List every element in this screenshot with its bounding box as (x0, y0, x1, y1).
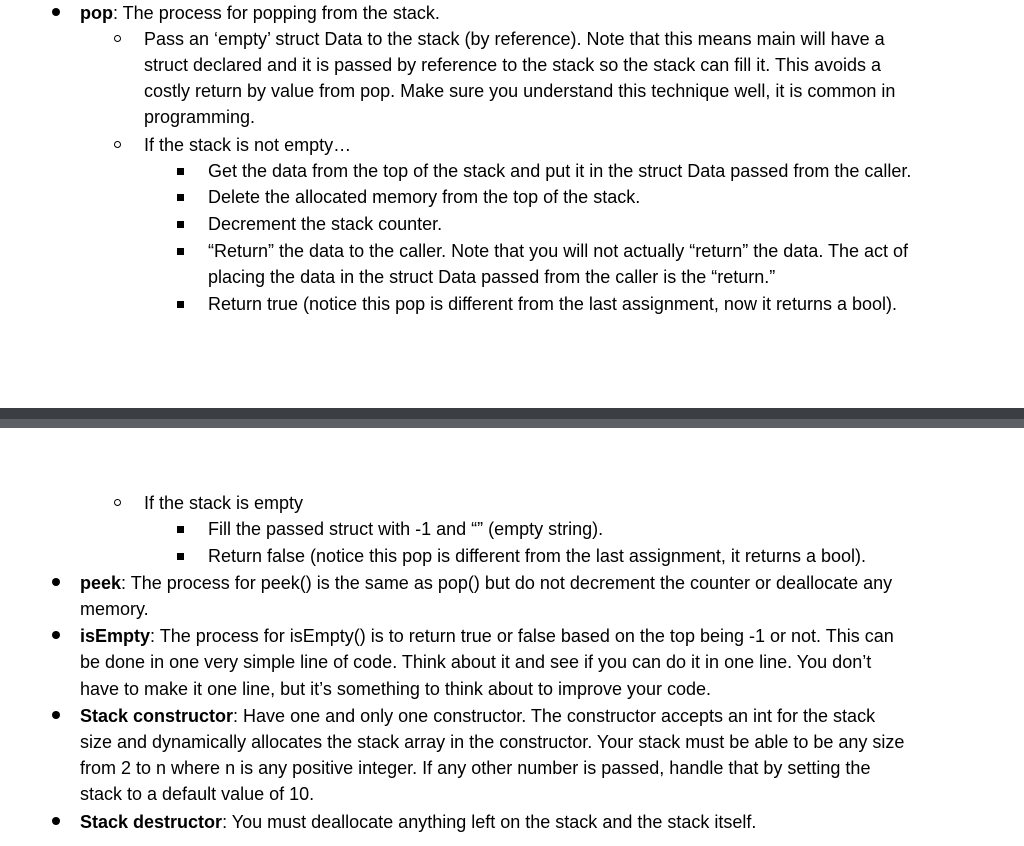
isempty-line-3: have to make it one line, but it’s something to think about to improve your code. (80, 679, 712, 699)
peek-term: peek (80, 573, 122, 593)
sub-return-data-2: placing the data in the struct Data passed from the caller is the “return.” (208, 267, 776, 287)
sub-decrement: Decrement the stack counter. (208, 214, 443, 234)
ctor-line-4: stack to a default value of 10. (80, 784, 315, 804)
not-empty-heading: If the stack is not empty… (144, 135, 352, 155)
dtor-desc-1: : You must deallocate anything left on the stack and the stack itself. (222, 812, 757, 832)
bullet-delete (177, 194, 184, 201)
pass-line-1: Pass an ‘empty’ struct Data to the stack (by reference). Note that this means main will have a (144, 29, 885, 49)
sub-return-data-1: “Return” the data to the caller. Note that you will not actually “return” the data. The act of (208, 241, 909, 261)
bullet-return-data (177, 248, 184, 255)
bullet-fill (177, 526, 184, 533)
sub-get: Get the data from the top of the stack and put it in the struct Data passed from the caller. (208, 161, 912, 181)
pass-line-3: costly return by value from pop. Make sure you understand this technique well, it is common in (144, 81, 896, 101)
pop-desc: : The process for popping from the stack. (113, 3, 440, 23)
isempty-line-2: be done in one very simple line of code. Think about it and see if you can do it in one line. You don’t (80, 652, 872, 672)
isempty-desc-1: : The process for isEmpty() is to return true or false based on the top being -1 or not. This can (150, 626, 894, 646)
dtor-line-1 (80, 809, 756, 835)
bullet-isempty (52, 631, 60, 639)
pass-line-2: struct declared and it is passed by reference to the stack so the stack can fill it. This avoids a (144, 55, 882, 75)
pop-item (80, 0, 440, 26)
peek-line-2: memory. (80, 599, 149, 619)
pop-term: pop (80, 3, 113, 23)
sub-return-true: Return true (notice this pop is different from the last assignment, now it returns a bool). (208, 294, 898, 314)
bullet-not-empty (114, 141, 121, 148)
bullet-ctor (52, 711, 60, 719)
bullet-return-false (177, 553, 184, 560)
bullet-dtor (52, 817, 60, 825)
ctor-term: Stack constructor (80, 706, 234, 726)
ctor-line-3: from 2 to n where n is any positive integer. If any other number is passed, handle that by setting the (80, 758, 871, 778)
bullet-pass (114, 35, 121, 42)
isempty-line-1 (80, 623, 894, 649)
empty-case-heading: If the stack is empty (144, 493, 304, 513)
dtor-term: Stack destructor (80, 812, 223, 832)
isempty-term: isEmpty (80, 626, 151, 646)
ctor-line-2: size and dynamically allocates the stack array in the constructor. Your stack must be able to be any size (80, 732, 905, 752)
pass-line-4: programming. (144, 107, 256, 127)
bullet-get (177, 168, 184, 175)
bullet-pop (52, 8, 60, 16)
bullet-return-true (177, 301, 184, 308)
bullet-decrement (177, 221, 184, 228)
peek-desc-1: : The process for peek() is the same as pop() but do not decrement the counter or deallocate any (121, 573, 893, 593)
sub-return-false: Return false (notice this pop is different from the last assignment, it returns a bool). (208, 546, 866, 566)
peek-line-1 (80, 570, 892, 596)
ctor-desc-1: : Have one and only one constructor. The constructor accepts an int for the stack (233, 706, 876, 726)
ctor-line-1 (80, 703, 875, 729)
bullet-empty-case (114, 499, 121, 506)
bullet-peek (52, 578, 60, 586)
sub-fill: Fill the passed struct with -1 and “” (empty string). (208, 519, 604, 539)
sub-delete: Delete the allocated memory from the top of the stack. (208, 187, 641, 207)
section-divider-shadow (0, 419, 1024, 428)
section-divider (0, 408, 1024, 419)
